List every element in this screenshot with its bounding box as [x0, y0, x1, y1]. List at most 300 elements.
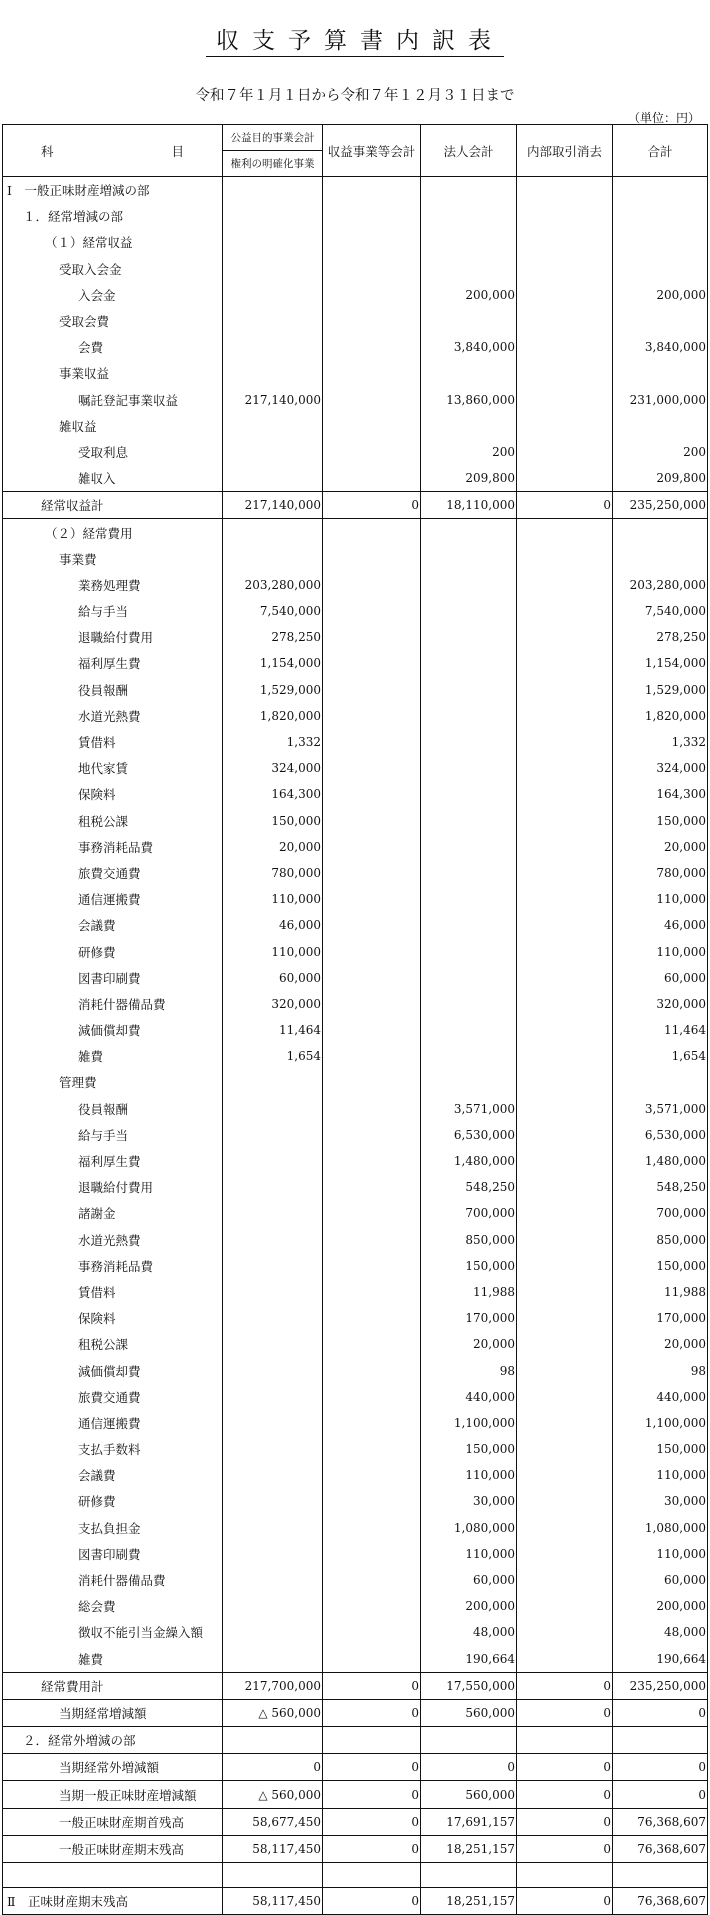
row-value: 1,080,000 [421, 1515, 517, 1541]
row-value: 1,820,000 [613, 703, 708, 729]
row-value [323, 1069, 421, 1095]
row-value [613, 177, 708, 204]
row-value: 0 [517, 1699, 613, 1726]
row-value: 18,251,157 [421, 1888, 517, 1915]
row-value [517, 1593, 613, 1619]
row-value: 200,000 [613, 282, 708, 308]
row-value: 1,529,000 [223, 677, 323, 703]
row-value [517, 808, 613, 834]
table-row [3, 1835, 708, 1862]
table-row [3, 1515, 708, 1541]
row-value: 18,251,157 [421, 1835, 517, 1862]
row-value [517, 282, 613, 308]
row-value [517, 1646, 613, 1673]
row-value [517, 1174, 613, 1200]
row-value [223, 177, 323, 204]
row-value [421, 965, 517, 991]
row-value: 700,000 [421, 1200, 517, 1226]
row-value [517, 1384, 613, 1410]
table-row [3, 886, 708, 912]
row-value: 17,691,157 [421, 1808, 517, 1835]
row-value [517, 413, 613, 439]
row-value [421, 703, 517, 729]
row-value: 190,664 [421, 1646, 517, 1673]
table-row [3, 439, 708, 465]
row-value [323, 1279, 421, 1305]
row-value [421, 413, 517, 439]
row-value [323, 912, 421, 938]
row-label: 受取会費 [3, 308, 223, 334]
row-label: 事務消耗品費 [3, 834, 223, 860]
row-value [323, 860, 421, 886]
row-label: 役員報酬 [3, 677, 223, 703]
row-value [421, 991, 517, 1017]
row-value [323, 1593, 421, 1619]
row-value: 150,000 [613, 1436, 708, 1462]
row-value: 0 [517, 1754, 613, 1781]
row-value: 200,000 [421, 282, 517, 308]
row-value [517, 1305, 613, 1331]
table-row [3, 1541, 708, 1567]
row-value: 278,250 [223, 624, 323, 650]
row-value [223, 546, 323, 572]
row-value: 0 [517, 1835, 613, 1862]
row-value [421, 781, 517, 807]
table-row [3, 808, 708, 834]
table-row [3, 991, 708, 1017]
row-value [517, 546, 613, 572]
table-row [3, 256, 708, 282]
row-value: 0 [613, 1699, 708, 1726]
row-value: 17,550,000 [421, 1672, 517, 1699]
row-value: 700,000 [613, 1200, 708, 1226]
row-value [223, 1253, 323, 1279]
row-value [613, 1863, 708, 1888]
row-value [223, 360, 323, 386]
row-value [323, 1619, 421, 1645]
row-value [223, 1122, 323, 1148]
row-value [223, 1410, 323, 1436]
row-value [223, 1436, 323, 1462]
row-value [517, 1410, 613, 1436]
row-value [517, 256, 613, 282]
row-value [517, 1017, 613, 1043]
table-row [3, 1646, 708, 1673]
row-label: 租税公課 [3, 808, 223, 834]
row-value: 60,000 [223, 965, 323, 991]
row-value [223, 1069, 323, 1095]
row-value: 11,988 [421, 1279, 517, 1305]
table-row [3, 1567, 708, 1593]
row-value: 203,280,000 [223, 572, 323, 598]
row-label: 福利厚生費 [3, 1148, 223, 1174]
row-value [421, 677, 517, 703]
row-value [517, 650, 613, 676]
unit-label: （単位：円） [627, 111, 700, 125]
table-row [3, 1863, 708, 1888]
row-value [223, 519, 323, 546]
row-value: 46,000 [223, 912, 323, 938]
row-value [323, 703, 421, 729]
row-value: 235,250,000 [613, 492, 708, 519]
row-value [323, 886, 421, 912]
row-value: 0 [323, 492, 421, 519]
row-label: 賃借料 [3, 729, 223, 755]
table-row [3, 1331, 708, 1357]
row-value [323, 729, 421, 755]
row-value: 150,000 [421, 1253, 517, 1279]
row-value: 1,529,000 [613, 677, 708, 703]
row-value [421, 755, 517, 781]
row-value [421, 546, 517, 572]
table-row [3, 1017, 708, 1043]
row-value: 164,300 [613, 781, 708, 807]
row-label: 支払手数料 [3, 1436, 223, 1462]
row-value [223, 413, 323, 439]
table-row [3, 1488, 708, 1514]
header-profit-business: 収益事業等会計 [323, 125, 421, 177]
row-label: 退職給付費用 [3, 1174, 223, 1200]
row-value [613, 256, 708, 282]
row-value [323, 1541, 421, 1567]
row-value [517, 755, 613, 781]
row-value [323, 938, 421, 964]
row-value [517, 1200, 613, 1226]
row-label: 当期経常増減額 [3, 1699, 223, 1726]
row-value [323, 1357, 421, 1383]
row-value: 6,530,000 [613, 1122, 708, 1148]
row-value [517, 965, 613, 991]
row-value [421, 729, 517, 755]
row-label: 消耗什器備品費 [3, 1567, 223, 1593]
row-value [421, 256, 517, 282]
row-value: 190,664 [613, 1646, 708, 1673]
row-label: ２．経常外増減の部 [3, 1727, 223, 1754]
row-value: 0 [421, 1754, 517, 1781]
row-value [323, 1174, 421, 1200]
row-value: 46,000 [613, 912, 708, 938]
row-value: 164,300 [223, 781, 323, 807]
row-value [613, 546, 708, 572]
table-row [3, 834, 708, 860]
row-value [323, 781, 421, 807]
row-label: 図書印刷費 [3, 965, 223, 991]
row-label: 通信運搬費 [3, 1410, 223, 1436]
row-value [517, 912, 613, 938]
row-value [223, 439, 323, 465]
table-row [3, 1174, 708, 1200]
row-value [223, 1619, 323, 1645]
table-row [3, 781, 708, 807]
row-value [517, 1863, 613, 1888]
row-value: 203,280,000 [613, 572, 708, 598]
row-label: 会議費 [3, 912, 223, 938]
row-value [323, 1515, 421, 1541]
row-value [517, 1619, 613, 1645]
row-label: 当期一般正味財産増減額 [3, 1781, 223, 1808]
table-row [3, 1305, 708, 1331]
table-row [3, 308, 708, 334]
row-value: 209,800 [613, 465, 708, 492]
row-value [223, 1567, 323, 1593]
row-label: 保険料 [3, 1305, 223, 1331]
row-label: 徴収不能引当金繰入額 [3, 1619, 223, 1645]
row-label: 給与手当 [3, 598, 223, 624]
row-value [517, 1515, 613, 1541]
row-label: 雑費 [3, 1646, 223, 1673]
row-value [517, 1436, 613, 1462]
table-row [3, 413, 708, 439]
row-value: 1,480,000 [613, 1148, 708, 1174]
row-value [517, 1331, 613, 1357]
row-value [323, 1148, 421, 1174]
row-value: 30,000 [613, 1488, 708, 1514]
row-value: 1,480,000 [421, 1148, 517, 1174]
row-label: 一般正味財産期首残高 [3, 1808, 223, 1835]
row-value [323, 1331, 421, 1357]
row-value [517, 598, 613, 624]
row-value [517, 519, 613, 546]
row-value [613, 229, 708, 255]
row-value: 0 [323, 1781, 421, 1808]
row-value: 217,140,000 [223, 492, 323, 519]
row-value [323, 308, 421, 334]
row-label: 租税公課 [3, 1331, 223, 1357]
row-value [517, 572, 613, 598]
row-value: 11,988 [613, 1279, 708, 1305]
table-row [3, 1436, 708, 1462]
row-value [323, 1727, 421, 1754]
row-value: 548,250 [421, 1174, 517, 1200]
row-label: 通信運搬費 [3, 886, 223, 912]
row-value [223, 1096, 323, 1122]
row-value [223, 1646, 323, 1673]
table-row [3, 387, 708, 413]
row-value [517, 203, 613, 229]
table-row [3, 1200, 708, 1226]
row-value [421, 203, 517, 229]
row-value: 0 [323, 1699, 421, 1726]
row-value [323, 519, 421, 546]
row-label: （１）経常収益 [3, 229, 223, 255]
row-label: 退職給付費用 [3, 624, 223, 650]
table-row [3, 1462, 708, 1488]
table-row [3, 1227, 708, 1253]
row-value: 200,000 [421, 1593, 517, 1619]
row-value [517, 834, 613, 860]
row-value: 1,100,000 [613, 1410, 708, 1436]
row-value: 0 [517, 1672, 613, 1699]
table-row [3, 1808, 708, 1835]
row-value [323, 965, 421, 991]
table-row [3, 1384, 708, 1410]
row-value [421, 1017, 517, 1043]
row-value [613, 308, 708, 334]
row-value [323, 991, 421, 1017]
row-value: 11,464 [613, 1017, 708, 1043]
row-label: 会議費 [3, 1462, 223, 1488]
row-value: △ 560,000 [223, 1699, 323, 1726]
row-value: 110,000 [223, 886, 323, 912]
row-value [421, 834, 517, 860]
row-value: 110,000 [613, 886, 708, 912]
row-value: 170,000 [613, 1305, 708, 1331]
row-value [223, 203, 323, 229]
row-value: 3,571,000 [421, 1096, 517, 1122]
table-row [3, 1672, 708, 1699]
row-value [223, 1174, 323, 1200]
table-row [3, 965, 708, 991]
table-row [3, 229, 708, 255]
table-row [3, 519, 708, 546]
row-value: 60,000 [613, 1567, 708, 1593]
row-value [323, 1410, 421, 1436]
row-value [323, 677, 421, 703]
row-value: 1,080,000 [613, 1515, 708, 1541]
table-row [3, 492, 708, 519]
row-value: 76,368,607 [613, 1808, 708, 1835]
table-row [3, 1148, 708, 1174]
table-row [3, 703, 708, 729]
row-value: 110,000 [613, 1462, 708, 1488]
row-value: 7,540,000 [223, 598, 323, 624]
row-value [517, 1541, 613, 1567]
row-value: 1,154,000 [223, 650, 323, 676]
row-label: 水道光熱費 [3, 1227, 223, 1253]
row-value [517, 177, 613, 204]
row-value: 98 [613, 1357, 708, 1383]
row-value [223, 1488, 323, 1514]
row-value: 30,000 [421, 1488, 517, 1514]
row-value [517, 360, 613, 386]
row-value: 76,368,607 [613, 1835, 708, 1862]
row-value: 780,000 [613, 860, 708, 886]
row-value [323, 1122, 421, 1148]
row-label: 諸謝金 [3, 1200, 223, 1226]
row-label: 図書印刷費 [3, 1541, 223, 1567]
row-value [421, 1863, 517, 1888]
row-value: △ 560,000 [223, 1781, 323, 1808]
row-value [323, 755, 421, 781]
row-value [223, 1331, 323, 1357]
row-value [421, 860, 517, 886]
budget-breakdown-table [2, 124, 708, 1915]
row-value: 150,000 [613, 808, 708, 834]
row-value [223, 334, 323, 360]
row-value [421, 308, 517, 334]
row-value [223, 1384, 323, 1410]
row-value: 20,000 [421, 1331, 517, 1357]
table-row [3, 1096, 708, 1122]
row-value [223, 1357, 323, 1383]
row-value [613, 360, 708, 386]
row-value: 324,000 [613, 755, 708, 781]
row-value [421, 1727, 517, 1754]
table-row [3, 334, 708, 360]
row-label: 当期経常外増減額 [3, 1754, 223, 1781]
row-value: 0 [323, 1672, 421, 1699]
row-label: 福利厚生費 [3, 650, 223, 676]
row-value [323, 1646, 421, 1673]
row-value [421, 650, 517, 676]
row-value [323, 1305, 421, 1331]
row-label: 一般正味財産期末残高 [3, 1835, 223, 1862]
header-corporate: 法人会計 [421, 125, 517, 177]
row-value: 0 [323, 1888, 421, 1915]
row-value: 110,000 [613, 938, 708, 964]
row-value: 0 [223, 1754, 323, 1781]
row-value [223, 1200, 323, 1226]
row-value: 3,571,000 [613, 1096, 708, 1122]
table-row [3, 755, 708, 781]
row-label: 受取利息 [3, 439, 223, 465]
table-row [3, 1754, 708, 1781]
row-value: 850,000 [421, 1227, 517, 1253]
row-value [613, 203, 708, 229]
row-value [223, 1863, 323, 1888]
table-row [3, 938, 708, 964]
row-value: 110,000 [421, 1462, 517, 1488]
table-row [3, 177, 708, 204]
row-value [517, 703, 613, 729]
row-value [517, 624, 613, 650]
row-value: 1,654 [223, 1043, 323, 1069]
row-value: 3,840,000 [421, 334, 517, 360]
row-value: 0 [517, 1808, 613, 1835]
row-label: 総会費 [3, 1593, 223, 1619]
row-value [323, 1227, 421, 1253]
row-value [421, 360, 517, 386]
table-row [3, 1888, 708, 1915]
row-value [323, 1567, 421, 1593]
row-value [323, 1384, 421, 1410]
row-label: 事業収益 [3, 360, 223, 386]
row-value: 170,000 [421, 1305, 517, 1331]
row-value [517, 860, 613, 886]
row-value: 440,000 [421, 1384, 517, 1410]
header-public-purpose: 公益目的事業会計 [223, 125, 323, 151]
row-value [323, 572, 421, 598]
row-label: 研修費 [3, 938, 223, 964]
row-value: 0 [613, 1754, 708, 1781]
table-row [3, 1279, 708, 1305]
row-value [517, 1727, 613, 1754]
budget-period: 令和７年１月１日から令和７年１２月３１日まで [195, 88, 515, 104]
row-value: 58,117,450 [223, 1888, 323, 1915]
row-value [223, 1515, 323, 1541]
row-value [517, 387, 613, 413]
row-value [421, 519, 517, 546]
header-row [3, 125, 708, 151]
row-label: 減価償却費 [3, 1357, 223, 1383]
row-value [323, 387, 421, 413]
row-value: 850,000 [613, 1227, 708, 1253]
row-value: 98 [421, 1357, 517, 1383]
row-label: 水道光熱費 [3, 703, 223, 729]
row-value: 6,530,000 [421, 1122, 517, 1148]
row-label: 業務処理費 [3, 572, 223, 598]
row-value [323, 334, 421, 360]
row-value [613, 1069, 708, 1095]
row-value [223, 282, 323, 308]
row-label: 地代家賃 [3, 755, 223, 781]
row-value [421, 1069, 517, 1095]
row-value: 320,000 [223, 991, 323, 1017]
row-value [323, 439, 421, 465]
row-value: 150,000 [223, 808, 323, 834]
row-value [323, 1017, 421, 1043]
row-value: 1,154,000 [613, 650, 708, 676]
